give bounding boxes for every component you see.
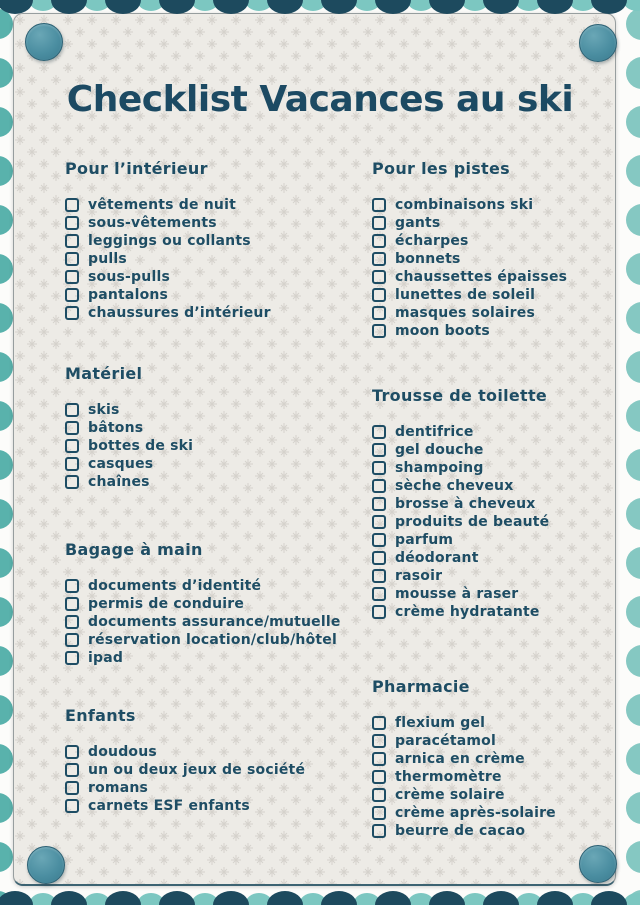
- checklist-item: [372, 250, 567, 268]
- item-label: bonnets: [395, 251, 461, 267]
- section-heading: Pour l’intérieur: [65, 159, 208, 178]
- checkbox-icon: [372, 479, 386, 493]
- checklist-item: [372, 567, 549, 585]
- checklist-item: [372, 603, 549, 621]
- item-label: ipad: [88, 650, 124, 666]
- page-title: Checklist Vacances au ski: [66, 79, 574, 120]
- checkbox-icon: [65, 615, 79, 629]
- checklist-item: [65, 304, 271, 322]
- checklist-item: [372, 822, 556, 840]
- checklist-item: [65, 473, 193, 491]
- checkbox-icon: [65, 439, 79, 453]
- checkbox-icon: [372, 425, 386, 439]
- right-border-dots: [616, 0, 640, 905]
- checklist-item: [372, 549, 549, 567]
- checklist-item: [372, 732, 556, 750]
- checklist-item: [372, 459, 549, 477]
- section-heading: Pour les pistes: [372, 159, 510, 178]
- section-heading: Trousse de toilette: [372, 386, 548, 405]
- item-label: romans: [88, 780, 149, 796]
- top-scallop-border: [0, 0, 640, 16]
- checkbox-icon: [65, 745, 79, 759]
- checkbox-icon: [372, 515, 386, 529]
- checklist-item: [372, 531, 549, 549]
- item-label: leggings ou collants: [88, 233, 251, 249]
- item-label: chaînes: [88, 474, 150, 490]
- checkbox-icon: [65, 306, 79, 320]
- checkbox-icon: [372, 605, 386, 619]
- checkbox-icon: [372, 252, 386, 266]
- checklist-item: [372, 196, 567, 214]
- section-pour-les-pistes: [372, 158, 567, 340]
- item-label: casques: [88, 456, 154, 472]
- checkbox-icon: [65, 763, 79, 777]
- checkbox-icon: [372, 551, 386, 565]
- item-label: écharpes: [395, 233, 469, 249]
- item-label: dentifrice: [395, 424, 474, 440]
- section-pour-interieur: [65, 158, 271, 322]
- checklist-item: [372, 495, 549, 513]
- item-label: crème hydratante: [395, 604, 540, 620]
- checklist-item: [65, 196, 271, 214]
- checkbox-icon: [65, 475, 79, 489]
- checkbox-icon: [65, 403, 79, 417]
- item-label: sous-pulls: [88, 269, 170, 285]
- item-label: sèche cheveux: [395, 478, 514, 494]
- checkbox-icon: [65, 633, 79, 647]
- checklist-item: [372, 750, 556, 768]
- item-label: réservation location/club/hôtel: [88, 632, 337, 648]
- checklist-item: [65, 649, 341, 667]
- checkbox-icon: [65, 579, 79, 593]
- checklist-item: [372, 214, 567, 232]
- checkbox-icon: [65, 216, 79, 230]
- item-label: carnets ESF enfants: [88, 798, 250, 814]
- item-label: parfum: [395, 532, 454, 548]
- item-label: combinaisons ski: [395, 197, 534, 213]
- checklist-item: [65, 631, 341, 649]
- checklist-item: [65, 401, 193, 419]
- checkbox-icon: [372, 569, 386, 583]
- checkbox-icon: [372, 497, 386, 511]
- item-label: paracétamol: [395, 733, 496, 749]
- section-materiel: [65, 363, 193, 491]
- checklist-item: [372, 786, 556, 804]
- section-pharmacie: [372, 676, 556, 840]
- checklist-item: [372, 441, 549, 459]
- checklist-item: [65, 250, 271, 268]
- item-label: un ou deux jeux de société: [88, 762, 306, 778]
- checklist-item: [65, 779, 305, 797]
- checklist-item: [65, 577, 341, 595]
- checkbox-icon: [372, 824, 386, 838]
- checkbox-icon: [65, 198, 79, 212]
- checklist-item: [372, 322, 567, 340]
- checkbox-icon: [372, 306, 386, 320]
- checklist-item: [372, 804, 556, 822]
- checklist-item: [372, 714, 556, 732]
- checkbox-icon: [65, 597, 79, 611]
- item-label: skis: [88, 402, 120, 418]
- checklist-item: [65, 595, 341, 613]
- checkbox-icon: [65, 234, 79, 248]
- checklist-item: [372, 768, 556, 786]
- corner-brad-bottom-left: [27, 846, 65, 884]
- checkbox-icon: [372, 533, 386, 547]
- checkbox-icon: [372, 198, 386, 212]
- checklist-item: [65, 437, 193, 455]
- checkbox-icon: [65, 288, 79, 302]
- section-trousse-de-toilette: [372, 385, 549, 621]
- item-label: rasoir: [395, 568, 443, 584]
- checklist-item: [65, 455, 193, 473]
- item-label: brosse à cheveux: [395, 496, 536, 512]
- section-bagage-a-main: [65, 539, 341, 667]
- checkbox-icon: [372, 270, 386, 284]
- item-label: gants: [395, 215, 441, 231]
- item-label: bâtons: [88, 420, 144, 436]
- checkbox-icon: [372, 788, 386, 802]
- item-label: moon boots: [395, 323, 490, 339]
- checklist-item: [65, 613, 341, 631]
- checkbox-icon: [372, 734, 386, 748]
- checkbox-icon: [65, 421, 79, 435]
- checkbox-icon: [372, 806, 386, 820]
- item-label: gel douche: [395, 442, 484, 458]
- item-label: chaussures d’intérieur: [88, 305, 271, 321]
- checkbox-icon: [372, 587, 386, 601]
- item-label: lunettes de soleil: [395, 287, 536, 303]
- item-label: permis de conduire: [88, 596, 245, 612]
- checkbox-icon: [65, 252, 79, 266]
- checkbox-icon: [372, 716, 386, 730]
- item-label: thermomètre: [395, 769, 502, 785]
- checklist-item: [65, 268, 271, 286]
- checkbox-icon: [372, 770, 386, 784]
- checklist-item: [372, 286, 567, 304]
- checklist-item: [372, 268, 567, 286]
- item-label: beurre de cacao: [395, 823, 526, 839]
- section-heading: Pharmacie: [372, 677, 470, 696]
- section-enfants: [65, 705, 305, 815]
- checklist-item: [65, 286, 271, 304]
- item-label: flexium gel: [395, 715, 486, 731]
- checklist-item: [65, 743, 305, 761]
- corner-brad-top-right: [579, 24, 617, 62]
- checklist-item: [65, 797, 305, 815]
- checkbox-icon: [372, 443, 386, 457]
- checklist-item: [65, 214, 271, 232]
- checkbox-icon: [65, 270, 79, 284]
- checklist-item: [372, 423, 549, 441]
- corner-brad-bottom-right: [579, 845, 617, 883]
- item-label: bottes de ski: [88, 438, 194, 454]
- item-label: produits de beauté: [395, 514, 550, 530]
- section-heading: Enfants: [65, 706, 136, 725]
- item-label: mousse à raser: [395, 586, 519, 602]
- checklist-item: [372, 513, 549, 531]
- bottom-scallop-border: [0, 887, 640, 905]
- checkbox-icon: [372, 216, 386, 230]
- checkbox-icon: [65, 781, 79, 795]
- item-label: arnica en crème: [395, 751, 525, 767]
- checkbox-icon: [372, 324, 386, 338]
- checkbox-icon: [372, 288, 386, 302]
- checklist-item: [372, 477, 549, 495]
- item-label: shampoing: [395, 460, 484, 476]
- checkbox-icon: [65, 799, 79, 813]
- item-label: crème solaire: [395, 787, 505, 803]
- checkbox-icon: [372, 461, 386, 475]
- item-label: chaussettes épaisses: [395, 269, 568, 285]
- item-label: crème après-solaire: [395, 805, 556, 821]
- corner-brad-top-left: [25, 23, 63, 61]
- item-label: sous-vêtements: [88, 215, 217, 231]
- item-label: déodorant: [395, 550, 479, 566]
- item-label: pulls: [88, 251, 127, 267]
- checkbox-icon: [65, 651, 79, 665]
- section-heading: Bagage à main: [65, 540, 203, 559]
- checklist-item: [372, 304, 567, 322]
- checklist-item: [372, 232, 567, 250]
- item-label: doudous: [88, 744, 157, 760]
- checkbox-icon: [65, 457, 79, 471]
- item-label: masques solaires: [395, 305, 535, 321]
- checkbox-icon: [372, 234, 386, 248]
- section-heading: Matériel: [65, 364, 143, 383]
- checkbox-icon: [372, 752, 386, 766]
- checklist-item: [65, 419, 193, 437]
- item-label: documents d’identité: [88, 578, 262, 594]
- checklist-item: [65, 761, 305, 779]
- item-label: documents assurance/mutuelle: [88, 614, 341, 630]
- checklist-item: [372, 585, 549, 603]
- checklist-item: [65, 232, 271, 250]
- item-label: pantalons: [88, 287, 169, 303]
- item-label: vêtements de nuit: [88, 197, 236, 213]
